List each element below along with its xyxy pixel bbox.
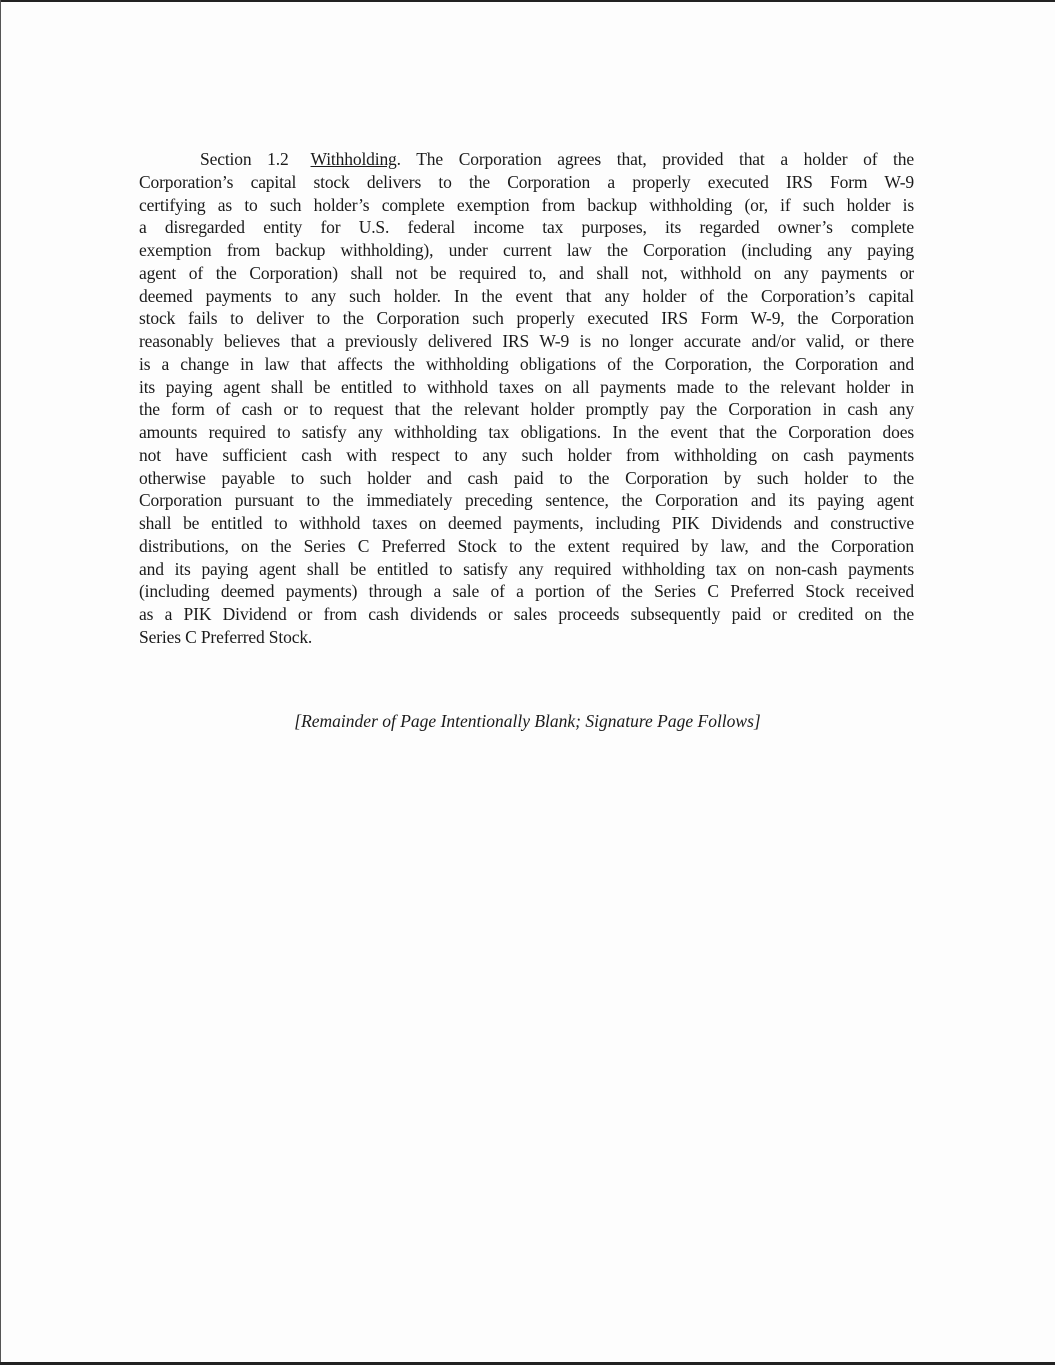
paragraph-line: as a PIK Dividend or from cash dividends or sales proceeds subsequently paid or credited on the xyxy=(139,604,914,624)
section-paragraph xyxy=(139,148,914,649)
section-heading: Withholding xyxy=(310,149,397,169)
paragraph-line: its paying agent shall be entitled to withhold taxes on all payments made to the relevant holder in xyxy=(139,376,914,397)
paragraph-line: the form of cash or to request that the relevant holder promptly pay the Corporation in cash any xyxy=(139,399,914,420)
paragraph-line: stock fails to deliver to the Corporation such properly executed IRS Form W-9, the Corporation xyxy=(139,308,914,329)
paragraph-line: agent of the Corporation) shall not be required to, and shall not, withhold on any payments or xyxy=(139,262,914,283)
paragraph-line: exemption from backup withholding), under current law the Corporation (including any paying xyxy=(139,240,914,260)
paragraph-line: deemed payments to any such holder. In the event that any holder of the Corporation’s capital xyxy=(139,285,914,306)
paragraph-line: Series C Preferred Stock. xyxy=(139,626,313,647)
scan-edge-left xyxy=(0,0,1,1365)
scan-edge-top xyxy=(0,0,1055,2)
paragraph-line: is a change in law that affects the withholding obligations of the Corporation, the Corporation and xyxy=(139,353,914,374)
paragraph-line-text: . The Corporation agrees that, provided that a holder of the xyxy=(396,149,914,169)
paragraph-line: otherwise payable to such holder and cash paid to the Corporation by such holder to the xyxy=(139,467,914,488)
paragraph-line: Corporation pursuant to the immediately preceding sentence, the Corporation and its paying agent xyxy=(139,490,914,511)
paragraph-line: Corporation’s capital stock delivers to the Corporation a properly executed IRS Form W-9 xyxy=(139,171,914,192)
paragraph-line: shall be entitled to withhold taxes on deemed payments, including PIK Dividends and constructive xyxy=(139,513,914,533)
paragraph-line xyxy=(139,148,914,171)
paragraph-line: and its paying agent shall be entitled to satisfy any required withholding tax on non-cash payments xyxy=(139,558,914,579)
section-number: Section 1.2 xyxy=(200,149,289,169)
paragraph-line: distributions, on the Series C Preferred Stock to the extent required by law, and the Corporation xyxy=(139,535,914,556)
paragraph-line: reasonably believes that a previously delivered IRS W-9 is no longer accurate and/or valid, or there xyxy=(139,331,914,351)
paragraph-line: certifying as to such holder’s complete exemption from backup withholding (or, if such holder is xyxy=(139,194,914,215)
paragraph-line: amounts required to satisfy any withholding tax obligations. In the event that the Corporation does xyxy=(139,422,914,442)
remainder-blank-note: [Remainder of Page Intentionally Blank; Signature Page Follows] xyxy=(294,711,761,731)
paragraph-line: not have sufficient cash with respect to any such holder from withholding on cash payments xyxy=(139,444,914,465)
paragraph-line: a disregarded entity for U.S. federal income tax purposes, its regarded owner’s complete xyxy=(139,217,914,238)
paragraph-line: (including deemed payments) through a sale of a portion of the Series C Preferred Stock received xyxy=(139,581,914,602)
